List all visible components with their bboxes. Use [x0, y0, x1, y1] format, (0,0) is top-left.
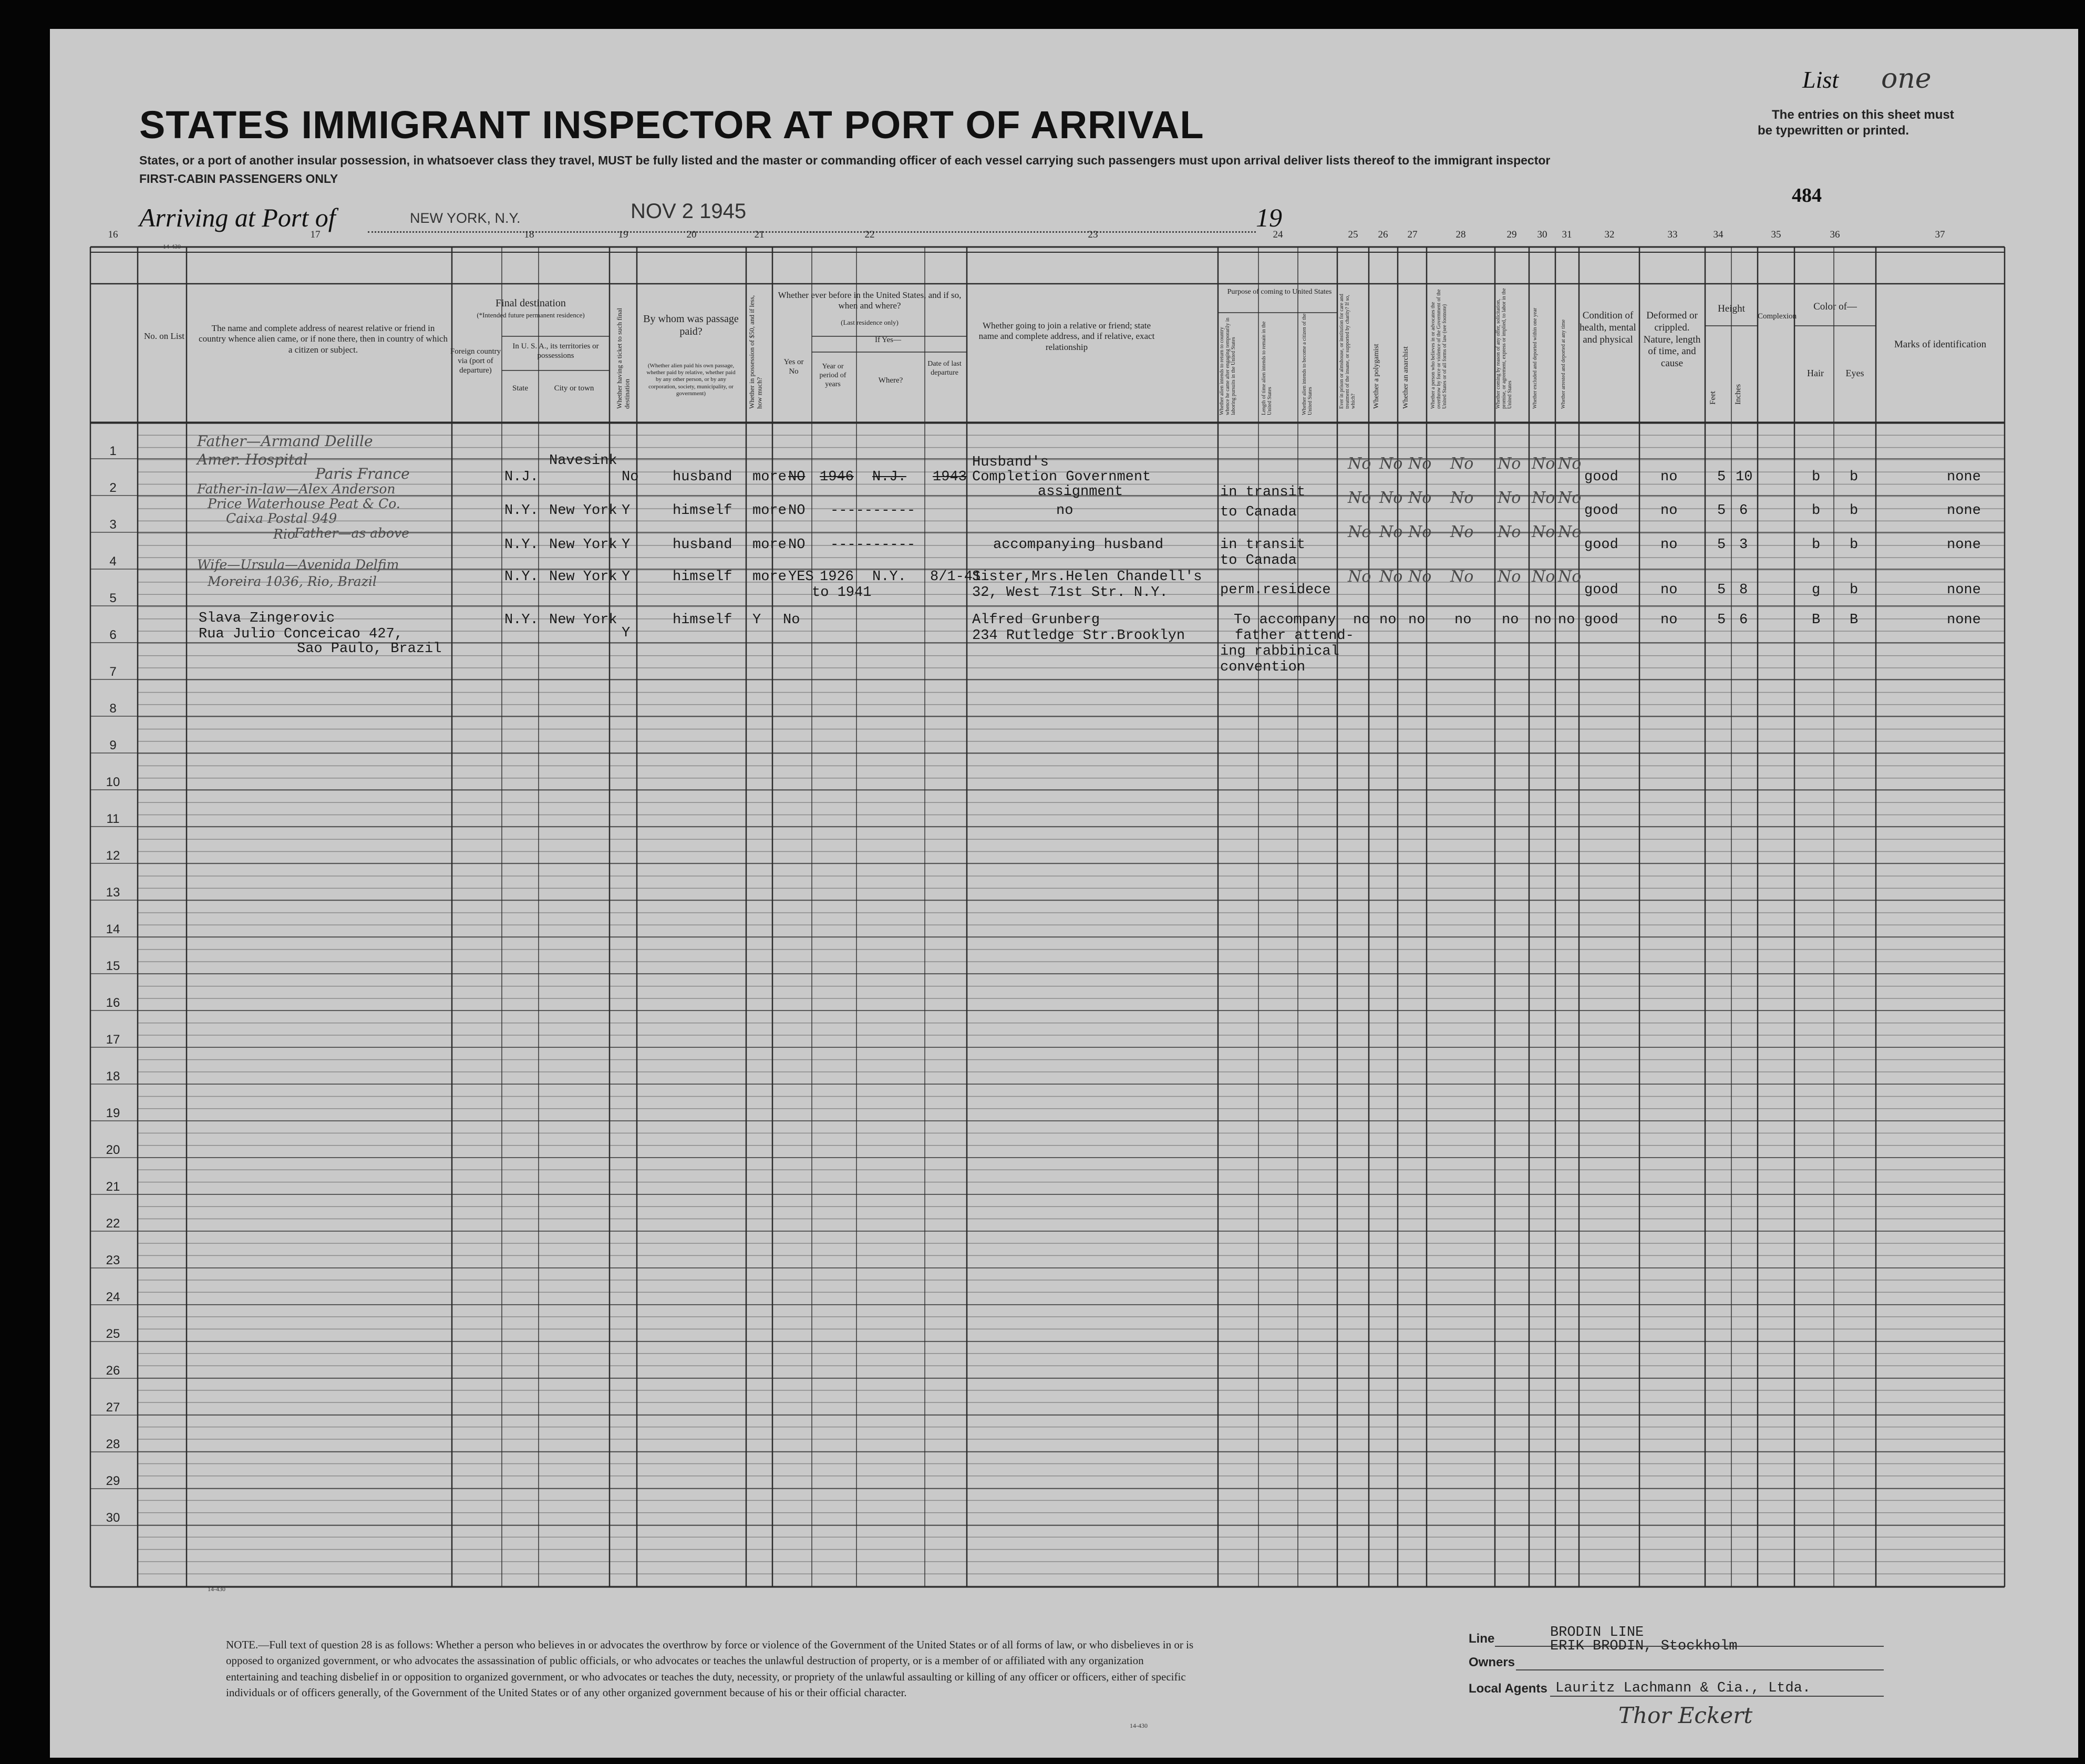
row-number: 28 [106, 1437, 120, 1451]
entry-1-where: N.J. [872, 469, 906, 485]
header-in-usa: In U. S. A., its territories or possessions [512, 342, 599, 360]
row-number: 7 [109, 665, 117, 679]
entry-3-purpose-line-1: in transit [1220, 537, 1306, 553]
entry-2-join: no [1056, 503, 1074, 519]
row-number: 19 [106, 1106, 120, 1120]
column-number: 34 [1713, 229, 1723, 240]
entry-1-city: Navesink [549, 453, 617, 469]
signature: Thor Eckert [1618, 1703, 1753, 1728]
footer-form-code: 14-430 [1130, 1722, 1148, 1729]
entry-4-yes-no: YES [788, 569, 814, 585]
header-final-destination: Final destination [496, 297, 566, 309]
header-no-on-list: No. on List [144, 331, 184, 341]
entry-4-hair: g [1812, 582, 1821, 598]
row-number: 2 [109, 481, 117, 495]
entry-2-feet: 5 [1717, 503, 1726, 519]
entry-4-relative-line-2: Moreira 1036, Rio, Brazil [208, 574, 377, 589]
row-number: 23 [106, 1253, 120, 1267]
header-money: Whether in possession of $50, and if less, how much? [748, 295, 763, 409]
row-number: 15 [106, 959, 120, 973]
entry-4-inches: 8 [1739, 582, 1748, 598]
handwritten-no-answer: No [1379, 523, 1403, 541]
handwritten-no-answer: No [1348, 455, 1371, 473]
row-number: 16 [106, 996, 120, 1010]
header-overthrow: Whether a person who believes in or advocates the overthrow by force or violence of the Government of the United States or of all forms of law (see footnote) [1430, 289, 1448, 409]
row-number: 4 [109, 554, 117, 569]
handwritten-no-answer: No [1532, 455, 1555, 473]
handwritten-no-answer: No [1532, 523, 1555, 541]
owners-label: Owners [1469, 1655, 1515, 1669]
entry-2-purpose-line-2: to Canada [1220, 504, 1297, 520]
handwritten-no-answer: No [1348, 489, 1371, 507]
entry-1-eyes: b [1850, 469, 1859, 485]
manifest-sheet [50, 29, 2078, 1758]
column-number: 23 [1088, 229, 1098, 240]
header-inches: Inches [1734, 384, 1742, 405]
handwritten-no-answer: No [1408, 455, 1432, 473]
class-line: FIRST-CABIN PASSENGERS ONLY [139, 172, 338, 185]
entry-4-health: good [1584, 582, 1618, 598]
row-number: 26 [106, 1364, 120, 1378]
entry-5-paid-by: himself [673, 612, 732, 628]
entry-2-eyes: b [1850, 503, 1859, 519]
row-number: 14 [106, 922, 120, 936]
column-number: 32 [1604, 229, 1615, 240]
entry-3-join: accompanying husband [993, 537, 1164, 553]
header-foreign-country: Foreign country via (port of departure) [450, 347, 501, 375]
entry-5-relative-line-1: Slava Zingerovic [199, 611, 335, 626]
handwritten-no-answer: No [1408, 523, 1432, 541]
entry-3-city: New York [549, 537, 617, 553]
entry-2-year: ---------- [830, 503, 916, 519]
entry-5-eyes: B [1850, 612, 1859, 628]
row-number: 25 [106, 1327, 120, 1341]
handwritten-no-answer: No [1532, 489, 1555, 507]
column-number: 21 [754, 229, 765, 240]
column-number: 27 [1407, 229, 1418, 240]
header-complexion: Complexion [1758, 312, 1797, 321]
subtitle: States, or a port of another insular possession, in whatsoever class they travel, MUST be fully listed and the master or commanding officer of each vessel carrying such passengers must upon arrival deliver lists thereof to the immigrant inspector [139, 153, 1551, 167]
column-number: 33 [1667, 229, 1678, 240]
typewritten-note-line-2: be typewritten or printed. [1758, 123, 1909, 138]
header-height: Height [1718, 303, 1745, 314]
port-of-arrival: NEW YORK, N.Y. [410, 210, 521, 226]
entry-3-yes-no: NO [788, 537, 806, 553]
column-number: 37 [1935, 229, 1945, 240]
row-number: 11 [106, 812, 120, 826]
column-number: 35 [1771, 229, 1781, 240]
row-number: 20 [106, 1143, 120, 1157]
entry-1-money: more [752, 469, 787, 485]
handwritten-no-answer: No [1379, 568, 1403, 586]
header-excluded: Whether excluded and deported within one year [1532, 307, 1538, 409]
entry-5-purpose-line-1: To accompany [1234, 612, 1336, 628]
header-before-in-us: Whether ever before in the United States, and if so, when and where? [778, 290, 962, 311]
row-number: 27 [106, 1400, 120, 1415]
entry-1-relative-line-1: Father—Armand Delille [197, 432, 373, 450]
sheet-number: 484 [1792, 184, 1822, 207]
entry-2-money: more [752, 503, 787, 519]
row-number: 8 [109, 702, 117, 716]
entry-4-ticket: Y [622, 569, 631, 585]
entry-4-year: 1926 [820, 569, 854, 585]
entry-2-purpose-line-1: in transit [1220, 484, 1306, 500]
entry-2-paid-by: himself [673, 503, 732, 519]
entry-4-eyes: b [1850, 582, 1859, 598]
entry-5-answer-deported: no [1558, 612, 1575, 628]
page-title: STATES IMMIGRANT INSPECTOR AT PORT OF ARRIVAL [139, 103, 1204, 147]
header-anarchist: Whether an anarchist [1402, 346, 1410, 409]
row-number: 5 [109, 591, 117, 605]
entry-1-marks: none [1947, 469, 1981, 485]
entry-4-purpose: perm.residece [1220, 582, 1331, 598]
entry-5-state: N.Y. [504, 612, 539, 628]
handwritten-no-answer: No [1558, 489, 1582, 507]
handwritten-no-answer: No [1558, 568, 1582, 586]
entry-1-date: 1943 [933, 469, 967, 485]
column-number: 36 [1830, 229, 1840, 240]
entry-4-marks: none [1947, 582, 1981, 598]
header-passage-paid: By whom was passage paid? [643, 313, 739, 337]
header-health: Condition of health, mental and physical [1580, 310, 1636, 345]
entry-4-date: 8/1-41 [930, 569, 982, 585]
entry-5-hair: B [1812, 612, 1821, 628]
entry-2-relative-line-3: Caixa Postal 949 [226, 511, 337, 526]
header-offer-to-labor: Whether coming by reason of any offer, solicitation, promise, or agreement, express or implied, to labor in the United States [1495, 288, 1513, 409]
handwritten-no-answer: No [1408, 489, 1432, 507]
column-number: 29 [1506, 229, 1517, 240]
entry-1-ticket: No [622, 469, 639, 485]
handwritten-no-answer: No [1558, 455, 1582, 473]
entry-3-inches: 3 [1739, 537, 1748, 553]
handwritten-no-answer: No [1450, 455, 1474, 473]
entry-4-year-2: to 1941 [812, 585, 872, 601]
column-number: 26 [1378, 229, 1388, 240]
agents-value: Lauritz Lachmann & Cia., Ltda. [1555, 1680, 1811, 1696]
header-purpose-citizen: Whether alien intends to become a citizen of the United States [1302, 313, 1313, 415]
header-last-departure: Date of last departure [927, 360, 962, 377]
entry-3-eyes: b [1850, 537, 1859, 553]
entry-5-join-line-2: 234 Rutledge Str.Brooklyn [972, 628, 1185, 644]
header-year: Year or period of years [819, 363, 847, 388]
ruled-grid [50, 29, 2078, 1758]
column-number: 19 [618, 229, 628, 240]
footer-note: NOTE.—Full text of question 28 is as follows: Whether a person who believes in or advocates the overthrow by force or violence of the Government of the United States or of all forms of law, or who disbelieves in or is opposed to organized government, or who advocates the assassination of public officials, or who advocates or teaches the unlawful destruction of property, or is a member of or affiliated with any organization entertaining and teaching disbelief in or opposition to organized government, or who advocates or teaches the duty, necessity, or propriety of the unlawful assaulting or killing of any officer or officers, either of specific individuals or of officers generally, of the Government of the United States or of any other organized government because of his or their official character. [226, 1638, 1194, 1699]
handwritten-no-answer: No [1408, 568, 1432, 586]
header-purpose-length: Length of time alien intends to remain in the United States [1261, 321, 1273, 415]
row-number: 21 [106, 1180, 120, 1194]
entry-4-city: New York [549, 569, 617, 585]
owners-underline [1516, 1669, 1884, 1670]
entry-5-city: New York [549, 612, 617, 628]
entry-1-yes-no: NO [788, 469, 806, 485]
entry-5-ticket: Y [622, 625, 631, 641]
handwritten-no-answer: No [1450, 489, 1474, 507]
line-label: Line [1469, 1632, 1495, 1646]
header-join-relative: Whether going to join a relative or friend; state name and complete address, and if relative, exact relationship [978, 321, 1155, 352]
header-ticket: Whether having a ticket to such final destination [615, 307, 631, 409]
handwritten-no-answer: No [1498, 489, 1521, 507]
row-number: 1 [109, 444, 117, 458]
handwritten-no-answer: No [1348, 523, 1371, 541]
header-state: State [512, 384, 528, 393]
date-stamp: NOV 2 1945 [631, 200, 747, 223]
entry-1-inches: 10 [1736, 469, 1753, 485]
entry-5-answer-labor: no [1502, 612, 1519, 628]
entry-1-paid-by: husband [673, 469, 732, 485]
row-number: 29 [106, 1474, 120, 1488]
entry-2-deformed: no [1660, 503, 1678, 519]
year-label: 19 [1256, 203, 1282, 232]
entry-5-purpose-line-4: convention [1220, 659, 1306, 675]
entry-5-purpose-line-2: father attend- [1235, 628, 1354, 644]
entry-1-join-line-2: Completion Government [972, 469, 1151, 485]
entry-5-marks: none [1947, 612, 1981, 628]
entry-3-feet: 5 [1717, 537, 1726, 553]
entry-3-state: N.Y. [504, 537, 539, 553]
column-number: 25 [1348, 229, 1358, 240]
row-number: 6 [109, 628, 117, 642]
entry-4-join-line-2: 32, West 71st Str. N.Y. [972, 585, 1168, 601]
entry-2-marks: none [1947, 503, 1981, 519]
row-number: 17 [106, 1033, 120, 1047]
entry-1-join-line-3: assignment [1038, 484, 1123, 500]
row-number: 30 [106, 1511, 120, 1525]
header-deformed: Deformed or crippled. Nature, length of time, and cause [1643, 310, 1701, 369]
entry-1-relative-line-3: Paris France [315, 465, 410, 482]
entry-2-state: N.Y. [504, 503, 539, 519]
entry-3-year: ---------- [830, 537, 916, 553]
header-city: City or town [554, 384, 594, 393]
entry-4-relative-line-1: Wife—Ursula—Avenida Delfim [197, 557, 399, 572]
row-number: 3 [109, 518, 117, 532]
entry-5-answer-excluded: no [1534, 612, 1552, 628]
header-hair: Hair [1807, 368, 1824, 378]
entry-5-join-line-1: Alfred Grunberg [972, 612, 1100, 628]
entry-4-join-line-1: Sister,Mrs.Helen Chandell's [972, 569, 1202, 585]
entry-5-relative-line-2: Rua Julio Conceicao 427, [199, 626, 403, 642]
column-number: 18 [524, 229, 534, 240]
entry-1-relative-line-2: Amer. Hospital [197, 451, 308, 468]
header-eyes: Eyes [1845, 368, 1864, 378]
entry-3-money: more [752, 537, 787, 553]
header-if-yes: If Yes— [874, 336, 901, 344]
entry-4-deformed: no [1660, 582, 1678, 598]
entry-1-deformed: no [1660, 469, 1678, 485]
row-number: 18 [106, 1069, 120, 1084]
footer-form-code-bottom: 14-430 [208, 1585, 225, 1593]
entry-2-relative-line-4: Rio [273, 527, 295, 542]
entry-2-relative-line-2: Price Waterhouse Peat & Co. [208, 496, 400, 511]
entry-3-paid-by: husband [673, 537, 732, 553]
column-number: 30 [1537, 229, 1547, 240]
entry-4-money: more [752, 569, 787, 585]
entry-2-ticket: Y [622, 503, 631, 519]
row-number: 10 [106, 775, 120, 789]
entry-1-join-line-1: Husband's [972, 455, 1049, 470]
entry-5-deformed: no [1660, 612, 1678, 628]
entry-3-health: good [1584, 537, 1618, 553]
entry-1-hair: b [1812, 469, 1821, 485]
row-number: 22 [106, 1216, 120, 1231]
entry-5-health: good [1584, 612, 1618, 628]
handwritten-no-answer: No [1379, 489, 1403, 507]
entry-4-paid-by: himself [673, 569, 732, 585]
entry-4-state: N.Y. [504, 569, 539, 585]
entry-3-marks: none [1947, 537, 1981, 553]
header-color-of: Color of— [1813, 301, 1857, 312]
entry-5-inches: 6 [1739, 612, 1748, 628]
entry-5-yes-no: No [783, 612, 800, 628]
entry-5-feet: 5 [1717, 612, 1726, 628]
header-prison: Ever in prison or almshouse, or institution for care and treatment of the insane, or supported by charity? If so, which? [1339, 294, 1356, 409]
entry-4-feet: 5 [1717, 582, 1726, 598]
row-number: 12 [106, 849, 120, 863]
entry-5-answer-polygamist: no [1379, 612, 1397, 628]
entry-5-purpose-line-3: ing rabbinical [1220, 644, 1339, 659]
entry-3-ticket: Y [622, 537, 631, 553]
entry-2-relative-line-1: Father-in-law—Alex Anderson [197, 481, 396, 497]
typewritten-note-line-1: The entries on this sheet must [1772, 108, 1954, 122]
handwritten-no-answer: No [1379, 455, 1403, 473]
header-before-in-us-sub: (Last residence only) [841, 318, 899, 326]
header-feet: Feet [1709, 391, 1717, 405]
header-marks: Marks of identification [1894, 339, 1987, 350]
header-nearest-relative: The name and complete address of nearest relative or friend in country whence alien came, or if none there, then in country of which a citizen or subject. [199, 323, 448, 355]
entry-2-health: good [1584, 503, 1618, 519]
entry-2-hair: b [1812, 503, 1821, 519]
entry-5-answer-overthrow: no [1454, 612, 1472, 628]
header-where: Where? [878, 376, 903, 385]
entry-5-answer-anarchist: no [1408, 612, 1426, 628]
header-purpose-return: Whether alien intends to return to country whence he came after engaging temporarily in laboring pursuits in the United States [1219, 317, 1236, 415]
handwritten-no-answer: No [1450, 568, 1474, 586]
row-number: 24 [106, 1290, 120, 1304]
handwritten-no-answer: No [1450, 523, 1474, 541]
list-label: List [1802, 66, 1839, 93]
entry-3-relative-line-1: Father—as above [294, 525, 410, 541]
handwritten-no-answer: No [1498, 523, 1521, 541]
column-number: 17 [310, 229, 321, 240]
entry-2-inches: 6 [1739, 503, 1748, 519]
handwritten-no-answer: No [1498, 455, 1521, 473]
entry-1-state: N.J. [504, 469, 539, 485]
agents-label: Local Agents [1469, 1682, 1547, 1696]
header-passage-paid-sub: (Whether alien paid his own passage, whether paid by relative, whether paid by any other person, or by any corporation, society, municipality, or government) [646, 363, 736, 397]
entry-5-relative-line-3: Sao Paulo, Brazil [297, 641, 442, 657]
arriving-dotted-line [368, 231, 1256, 233]
column-number: 20 [686, 229, 697, 240]
entry-5-answer-prison: no [1353, 612, 1370, 628]
line-value: BRODIN LINE [1550, 1625, 1644, 1641]
list-value: one [1881, 63, 1932, 95]
header-deported: Whether arrested and deported at any time [1561, 319, 1566, 409]
entry-2-yes-no: NO [788, 503, 806, 519]
header-polygamist: Whether a polygamist [1372, 344, 1380, 409]
header-final-destination-sub: (*Intended future permanent residence) [477, 311, 585, 319]
entry-3-hair: b [1812, 537, 1821, 553]
entry-1-year: 1946 [820, 469, 854, 485]
column-number: 28 [1456, 229, 1466, 240]
entry-1-feet: 5 [1717, 469, 1726, 485]
arriving-label: Arriving at Port of [139, 203, 336, 232]
row-number: 9 [109, 738, 117, 752]
entry-4-where: N.Y. [872, 569, 906, 585]
entry-3-purpose-line-2: to Canada [1220, 553, 1297, 569]
handwritten-no-answer: No [1498, 568, 1521, 586]
column-number: 31 [1562, 229, 1572, 240]
entry-3-deformed: no [1660, 537, 1678, 553]
column-number: 16 [108, 229, 118, 240]
entry-5-money: Y [752, 612, 761, 628]
handwritten-no-answer: No [1348, 568, 1371, 586]
header-purpose: Purpose of coming to United States [1227, 288, 1332, 296]
handwritten-no-answer: No [1532, 568, 1555, 586]
column-number: 24 [1273, 229, 1283, 240]
entry-1-health: good [1584, 469, 1618, 485]
row-number: 13 [106, 885, 120, 900]
column-number: 22 [864, 229, 875, 240]
form-code-top: 14-430 [163, 243, 181, 250]
handwritten-no-answer: No [1558, 523, 1582, 541]
owners-value: ERIK BRODIN, Stockholm [1550, 1638, 1738, 1654]
entry-2-city: New York [549, 503, 617, 519]
header-yes-no: Yes or No [783, 358, 804, 376]
